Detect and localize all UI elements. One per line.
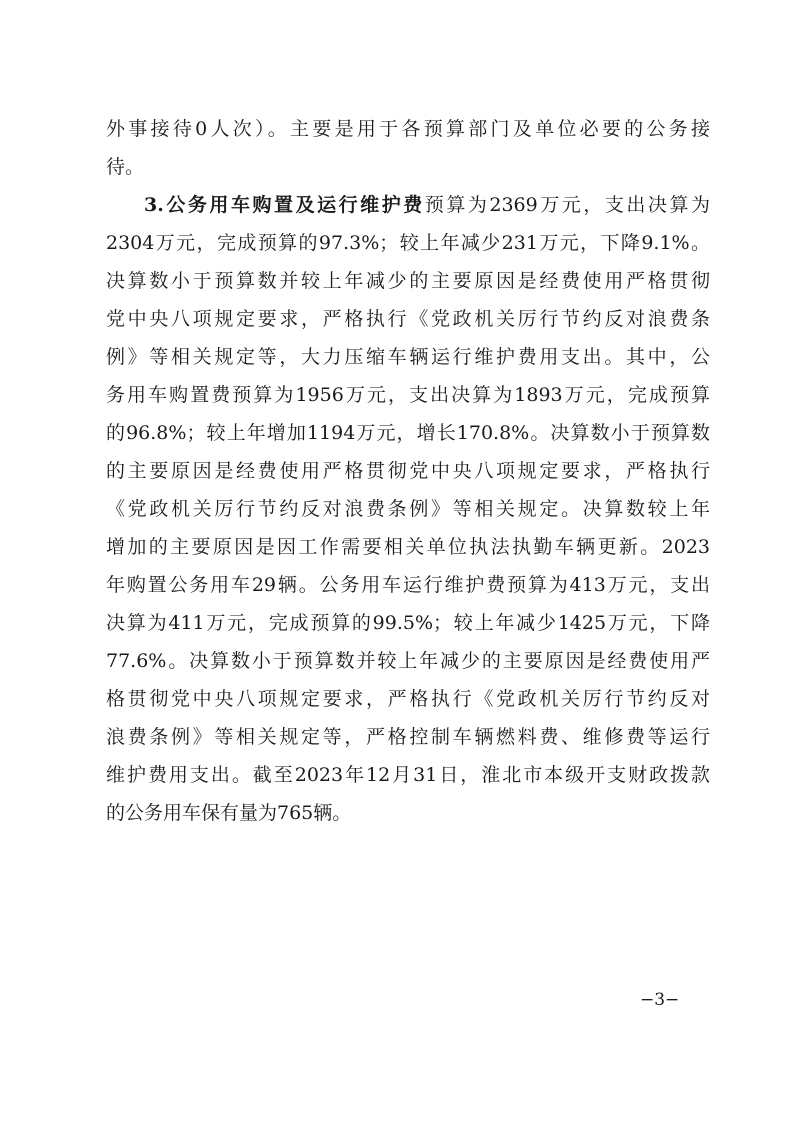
paragraph-line: 待。 — [106, 156, 145, 178]
section-heading: 3.公务用车购置及运行维护费 — [144, 194, 425, 216]
paragraph-line: 务用车购置费预算为1956万元，支出决算为1893万元，完成预算 — [106, 384, 710, 406]
paragraph-line-text: 预算为2369万元，支出决算为 — [424, 194, 711, 216]
paragraph-line: 的主要原因是经费使用严格贯彻党中央八项规定要求，严格执行 — [106, 460, 710, 482]
paragraph-line: 外事接待0人次）。主要是用于各预算部门及单位必要的公务接 — [106, 118, 710, 140]
paragraph-line: 的96.8%；较上年增加1194万元，增长170.8%。决算数小于预算数 — [106, 422, 710, 444]
paragraph-line: 增加的主要原因是因工作需要相关单位执法执勤车辆更新。2023 — [106, 536, 710, 558]
paragraph-line: 决算数小于预算数并较上年减少的主要原因是经费使用严格贯彻 — [106, 270, 710, 292]
paragraph-line: 《党政机关厉行节约反对浪费条例》等相关规定。决算数较上年 — [106, 498, 710, 520]
paragraph-line: 77.6%。决算数小于预算数并较上年减少的主要原因是经费使用严 — [106, 650, 710, 672]
paragraph-line: 决算为411万元，完成预算的99.5%；较上年减少1425万元，下降 — [106, 612, 710, 634]
paragraph-line: 例》等相关规定等，大力压缩车辆运行维护费用支出。其中，公 — [106, 346, 710, 368]
paragraph-line: 的公务用车保有量为765辆。 — [106, 802, 352, 824]
paragraph-line: 党中央八项规定要求，严格执行《党政机关厉行节约反对浪费条 — [106, 308, 710, 330]
paragraph-line: 年购置公务用车29辆。公务用车运行维护费预算为413万元，支出 — [106, 574, 710, 596]
paragraph-line: 浪费条例》等相关规定等，严格控制车辆燃料费、维修费等运行 — [106, 726, 710, 748]
paragraph-line: 格贯彻党中央八项规定要求，严格执行《党政机关厉行节约反对 — [106, 688, 710, 710]
paragraph-line: 2304万元，完成预算的97.3%；较上年减少231万元，下降9.1%。 — [106, 232, 710, 254]
paragraph-first-line — [144, 186, 710, 224]
page-number: −3− — [640, 990, 680, 1010]
paragraph-line: 维护费用支出。截至2023年12月31日，淮北市本级开支财政拨款 — [106, 764, 710, 786]
